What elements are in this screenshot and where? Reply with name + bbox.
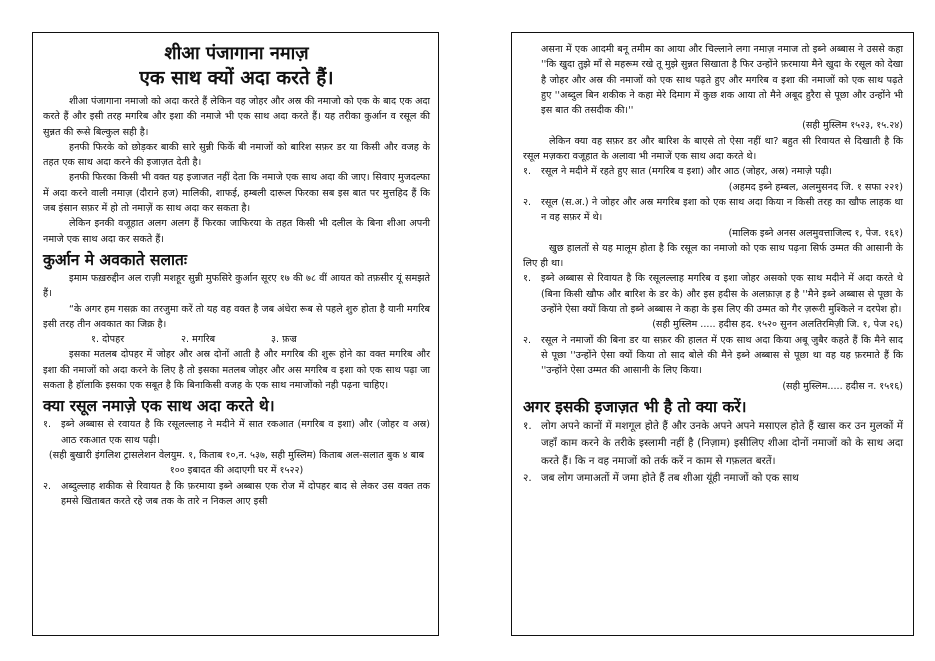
- item-text: जब लोग जमाअतों में जमा होते हैं तब शीआ यूंही नमाजों को एक साथ: [541, 472, 799, 485]
- paragraph: शीआ पंजागाना नमाजो को अदा करते हैं लेकिन वह जोहर और अस्र की नमाजो को एक के बाद एक अदा करते हैं और इसी तरह मगरिब और इशा की नमाजे भी एक साथ अदा करते हैं। यह तरीका कुर्आन व रसूल की सुन्नत की रूसे बिल्कुल सही है।: [43, 96, 430, 138]
- reference: (सही बुखारी इंगलिश ट्रासलेशन वेलयुम. १, किताब १०,न. ५३७, सही मुस्लिम) किताब अल-सलात बुक ४ बाब १०० इबादत की अदाएगी घर में १५२२): [48, 449, 425, 477]
- item-text: लोग अपने कानों में मशगूल होते हैं और उनके अपने अपने मसाएल होते हैं खास कर उन मुलकों में जहाँ काम करने के तरीके इस्लामी नहीं है (निज़ाम) इसीलिए शीआ दोनों नमाजों को के साथ अदा करते हैं। कि न वह नमाजों को तर्क करें न काम से गफ़लत बरतें।: [541, 419, 903, 467]
- item-number: १.: [43, 419, 52, 431]
- page-title: शीआ पंजागाना नमाज़: [164, 43, 309, 64]
- numbered-item: [523, 418, 903, 471]
- section-heading-quran: कुर्आन मे अवकाते सलातः: [43, 249, 187, 269]
- numbered-item: [523, 333, 903, 379]
- numbered-item: [523, 164, 903, 179]
- section-heading-rasool: क्या रसूल नमाज़े एक साथ अदा करते थे।: [43, 396, 275, 416]
- item-number: १.: [523, 419, 532, 432]
- paragraph: इसका मतलब दोपहर में जोहर और अस्र दोनों आती है और मगरिब की शुरू होने का वक्त मगरिब और इशा की नमाजों को अदा करने के लिए है तो इसका मतलब जोहर और अस मगरिब व इशा को एक साथ पढ़ा जा सकता है हॉलाकि इसका एक सबूत है कि बिनाकिसी वजह के एक साथ नमाजोंको नही पढ़ना चाहिए।: [43, 349, 430, 392]
- paragraph: हनफी फिरके को छोड़कर बाकी सारे सुन्नी फिर्के बी नमाजों को बारिश सफ़र डर या किसी और वजह के तहत एक साथ अदा करने की इजाज़त देती है।: [43, 141, 430, 169]
- item-text: अब्दुल्लाह शकीक से रिवायत है कि फ़रमाया इब्ने अब्बास एक रोज में दोपहर बाद से लेकर उस वक्त तक हमसे खिताबत करते रहे जब तक के तारे न निकल आए इसी: [61, 480, 430, 507]
- prayer-item: २. मगरिब: [181, 334, 216, 346]
- paragraph: हनफी फिरका किसी भी वक्त यह इजाजत नहीं देता कि नमाजे एक साथ अदा की जाए। सिवाए मुजदल्फा में अदा करने वाली नमाज़ (दौराने हज) मालिकी, शाफई, हम्बली दारूल फिरका सब इस बात पर मुत्तहिद हैं कि जब इंसान सफ़र में हो तो नमाज़ें क साथ अदा कर सकता है।: [43, 172, 430, 215]
- paragraph: लेकिन क्या वह सफ़र डर और बारिश के बाएसे तो ऐसा नहीं था? बहुत सी रिवायत से दिखाती है कि रसूल मज़करा वजूहात के अलावा भी नमाजें एक साथ अदा करते थे।: [523, 135, 903, 163]
- item-text: इब्ने अब्बास से रिवायत है कि रसूलल्लाह मगरिब व इशा जोहर असको एक साथ मदीने में अदा करते थे (बिना किसी खौफ और बारिश के डर के) और इस हदीस के अलफ़ाज़ ह है ''मैने इब्ने अब्बास से पूछा के उन्होंने ऐसा क्यों किया तो इब्ने अब्बास ने कहा के इस लिए की उम्मत को गैर ज़रूरी मुश्किले न दरपेश हो।: [541, 273, 903, 316]
- reference: (मालिक इब्ने अनस अलमुवत्ताजिल्द १, पेज. १६१): [728, 227, 903, 239]
- item-number: १.: [523, 273, 532, 285]
- quote-paragraph: “के अगर हम गसक़ का तरजुमा करें तो यह वह वक्त है जब अंधेरा रूब से पहले शुरु होता है यानी मगरिब इसी तरह तीन अवकात का जिक्र है।: [43, 303, 430, 330]
- item-text: रसूल (स.अ.) ने जोहर और अस्र मगरिब इशा को एक साथ अदा किया न किसी तरह का खौफ लाहक था न वह सफ़र में थे।: [541, 196, 903, 224]
- numbered-item: [523, 470, 903, 488]
- page-subtitle: एक साथ क्यों अदा करते हैं।: [139, 67, 334, 89]
- numbered-item: [43, 479, 430, 510]
- left-page: [32, 32, 439, 636]
- prayer-times-list: [43, 332, 430, 347]
- paragraph: खुछ हालतों से यह मालूम होता है कि रसूल का नमाजो को एक साथ पढ़ना सिर्फ उम्मत की आसानी के लिए ही था।: [523, 242, 903, 270]
- prayer-item: १. दोपहर: [91, 334, 125, 346]
- item-number: २.: [523, 196, 532, 208]
- item-text: रसूल ने मदीने में रहते हुए सात (मगरिब व इशा) और आठ (जोहर, अस्र) नमाज़े पढ़ी।: [541, 166, 833, 178]
- item-number: २.: [523, 472, 532, 485]
- numbered-item: [523, 271, 903, 317]
- item-number: २.: [523, 334, 532, 346]
- reference: (सही मुस्लिम ..... हदीस हद. १५२० सुनन अलतिरमिज़ी जि. १, पेज २६): [652, 319, 903, 331]
- paragraph: इमाम फख़रुद्दीन अल राज़ी मशहूर सुन्नी मुफसिरे कुर्आन सूरए १७ की ७८ वीं आयत को तफ़सीर यूं समझते हैं।: [43, 272, 430, 300]
- reference: (सही मुस्लिम..... हदीस न. १५१६): [782, 380, 903, 392]
- item-text: इब्ने अब्बास से रवायत है कि रसूलल्लाह ने मदीने में सात रकआत (मगरिब व इशा) और (जोहर व अस्र) आठ रकआत एक साथ पढ़ी।: [61, 419, 430, 446]
- item-number: १.: [523, 166, 532, 178]
- item-number: २.: [43, 480, 52, 492]
- paragraph: लेकिन इनकी वजूहात अलग अलग हैं फिरका जाफिरया के तहत किसी भी दलील के बिना शीआ अपनी नमाजे एक साथ अदा कर सकते हैं।: [43, 218, 430, 245]
- prayer-item: ३. फ़ज्र: [271, 334, 297, 346]
- numbered-item: [523, 195, 903, 226]
- numbered-item: [43, 417, 430, 448]
- right-page: [511, 32, 914, 636]
- section-heading-ijazat: अगर इसकी इजाज़त भी है तो क्या करें।: [523, 396, 747, 416]
- reference: (अहमद इब्ने हम्बल, अलमुसनद जि. १ सफा २२१): [728, 181, 903, 193]
- item-text: रसूल ने नमाजों की बिना डर या सफ़र की हालत में एक साथ अदा किया अबू जुबैर कहते हैं कि मैने साद से पूछा ''उन्होंने ऐसा क्यों किया तो साद बोले की मैने इब्ने अब्बास से पूछा था वह यह फ़रमाते हैं कि ''उन्होंने ऐसा उम्मत की आसानी के लिए किया।: [541, 334, 903, 377]
- paragraph: असना में एक आदमी बनू तमीम का आया और चिल्लाने लगा नमाज़ नमाज तो इब्ने अब्बास ने उससे कहा ''कि खुदा तुझे माँ से महरूम रखे तू मुझे सुन्नत सिखाता है फिर उन्होंने फ़रमाया मैने खुदा के रसूल को देखा है जोहर और अस्र की नमाजों को एक साथ पढ़ते हुए और मगरिब व इशा की नमाजों को एक साथ पढ़ते हुए ''अब्दुल बिन शकीक ने कहा मेरे दिमाग में कुछ शक आया तो मैने अबूद हुरैरा से पूछा और उन्होंने भी इस बात की तसदीक की।'': [541, 44, 903, 117]
- reference: (सही मुस्लिम १५२३, १५.२४): [802, 120, 903, 132]
